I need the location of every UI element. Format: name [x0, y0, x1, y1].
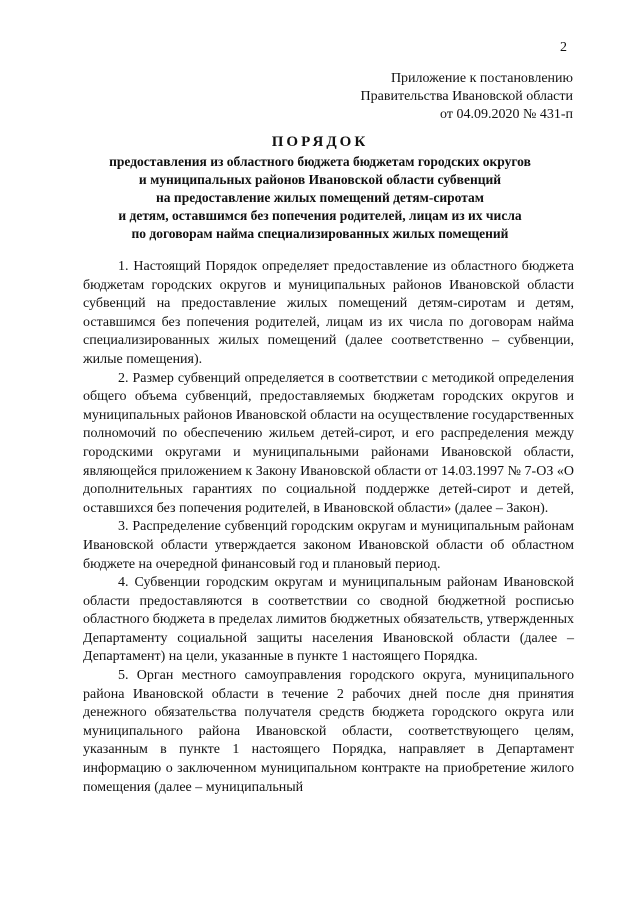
subtitle-line: и муниципальных районов Ивановской области субвенций — [138, 172, 502, 187]
appendix-line: от 04.09.2020 № 431-п — [440, 107, 573, 122]
appendix-line: Приложение к постановлению — [390, 71, 573, 86]
page-number: 2 — [560, 40, 567, 55]
paragraph-1: 1. Настоящий Порядок определяет предоставление из областного бюджета бюджетам городских округов и муниципальных районов Ивановской области субвенций на предоставление жилых помещений детям-сиротам и детям, оставшимся без попечения родителей, лицам из их числа по договорам найма специализированных жилых помещений (далее соответственно – субвенции, жилые помещения). — [83, 259, 574, 367]
paragraph-4: 4. Субвенции городским округам и муниципальным районам Ивановской области предоставляются в соответствии со сводной бюджетной росписью областного бюджета в пределах лимитов бюджетных обязательств, утвержденных Департаменту социальной защиты населения Ивановской области (далее – Департамент) на цели, указанные в пункте 1 настоящего Порядка. — [83, 575, 574, 665]
document-title: ПОРЯДОК — [271, 134, 369, 150]
document-subtitle — [0, 153, 640, 243]
paragraph-5: 5. Орган местного самоуправления городского округа, муниципального района Ивановской области в течение 2 рабочих дней после дня принятия денежного обязательства получателя средств бюджета городского округа или муниципального района Ивановской области, соответствующего целям, указанным в пункте 1 настоящего Порядка, направляет в Департамент информацию о заключенном муниципальном контракте на приобретение жилого помещения (далее – муниципальный — [83, 668, 574, 795]
appendix-line: Правительства Ивановской области — [360, 89, 573, 104]
subtitle-line: на предоставление жилых помещений детям-сиротам — [156, 190, 484, 205]
subtitle-line: предоставления из областного бюджета бюджетам городских округов — [109, 154, 531, 169]
document-body — [83, 258, 574, 797]
paragraph-2: 2. Размер субвенций определяется в соответствии с методикой определения общего объема субвенций, предоставляемых бюджетам городских округов и муниципальных районов Ивановской области на осуществление государственных полномочий по обеспечению жильем детей-сирот, и его распределения между городскими округами и муниципальными районами Ивановской области, являющейся приложением к Закону Ивановской области от 14.03.1997 № 7-ОЗ «О дополнительных гарантиях по социальной поддержке детей-сирот и детей, оставшихся без попечения родителей, в Ивановской области» (далее – Закон). — [83, 370, 574, 516]
paragraph-3: 3. Распределение субвенций городским округам и муниципальным районам Ивановской области утверждается законом Ивановской области об областном бюджете на очередной финансовый год и плановый период. — [83, 519, 574, 572]
appendix-header — [361, 70, 573, 124]
subtitle-line: по договорам найма специализированных жилых помещений — [131, 226, 509, 241]
subtitle-line: и детям, оставшимся без попечения родителей, лицам из их числа — [118, 208, 522, 223]
